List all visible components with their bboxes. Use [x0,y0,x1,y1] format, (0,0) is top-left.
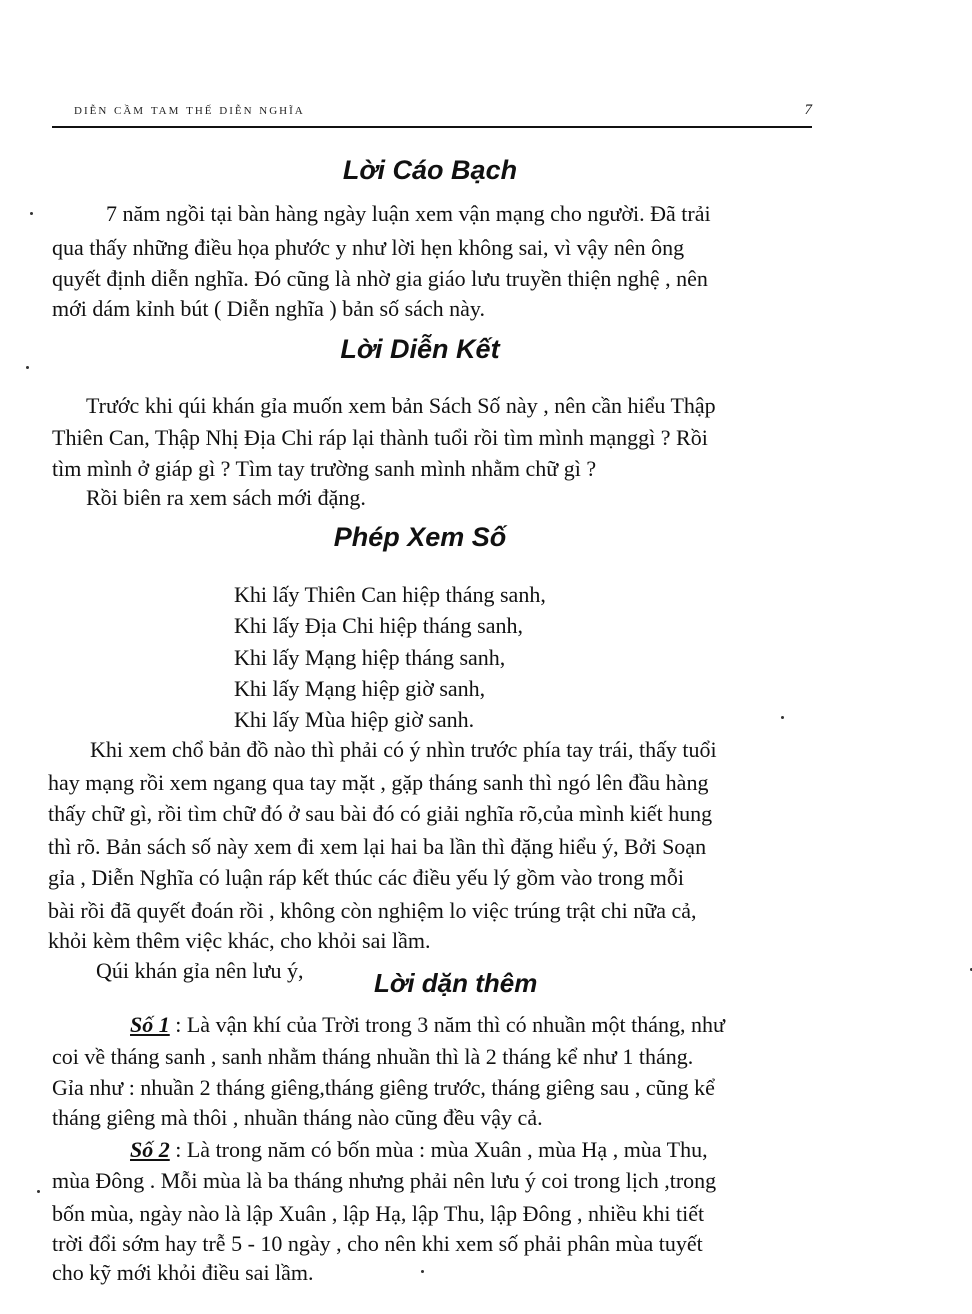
so-2-line [130,1139,708,1161]
paragraph-line: Qúi khán gỉa nên lưu ý, [96,958,304,983]
verse-line: Khi lấy Mạng hiệp giờ sanh, [234,676,486,701]
verse-line: Khi lấy Mùa hiệp giờ sanh. [234,707,475,732]
scan-speck [781,716,784,719]
so-2-text: : Là trong năm có bốn mùa : mùa Xuân , mùa Hạ , mùa Thu, [169,1137,708,1162]
paragraph-line: thì rõ. Bản sách số này xem đi xem lại hai ba lần thì đặng hiểu ý, Bởi Soạn [48,834,707,859]
so-1-text: : Là vận khí của Trời trong 3 năm thì có nhuần một tháng, như [169,1012,725,1037]
paragraph-line: tháng giêng mà thôi , nhuần tháng nào cũng đều vậy cả. [52,1105,543,1130]
heading-loi-cao-bach: Lời Cáo Bạch [342,155,518,185]
page-number: 7 [804,102,812,118]
paragraph-line: thấy chữ gì, rồi tìm chữ đó ở sau bài đó có giải nghĩa rõ,của mình kiết hung [48,801,713,826]
paragraph-line: trời đổi sớm hay trễ 5 - 10 ngày , cho nên khi xem số phải phân mùa tuyết [52,1231,703,1256]
paragraph-line: Trước khi qúi khán gỉa muốn xem bản Sách Số này , nên cần hiểu Thập [86,393,716,418]
running-title: diễn cầm tam thế diễn nghĩa [74,102,305,118]
so-1-line [130,1014,725,1036]
paragraph-line: Thiên Can, Thập Nhị Địa Chi ráp lại thành tuổi rồi tìm mình mạnggì ? Rồi [52,425,708,450]
running-header [52,100,812,128]
paragraph-line: Khi xem chổ bản đồ nào thì phải có ý nhìn trước phía tay trái, thấy tuổi [90,737,717,762]
paragraph-line: qua thấy những điều họa phước y như lời hẹn không sai, vì vậy nên ông [52,235,685,260]
paragraph-line: Gỉa như : nhuần 2 tháng giêng,tháng giêng trước, tháng giêng sau , cũng kể [52,1075,715,1100]
paragraph-line: coi về tháng sanh , sanh nhằm tháng nhuần thì là 2 tháng kể như 1 tháng. [52,1044,694,1069]
paragraph-line: hay mạng rồi xem ngang qua tay mặt , gặp tháng sanh thì ngó lên đầu hàng [48,770,709,795]
paragraph-line: bài rồi đã quyết đoán rồi , không còn nghiệm lo việc trúng trật chi nữa cả, [48,898,697,923]
scan-speck [421,1270,424,1273]
paragraph-line: gỉa , Diễn Nghĩa có luận ráp kết thúc các điều yếu lý gồm vào trong mỗi [48,865,684,890]
paragraph-line: bốn mùa, ngày nào là lập Xuân , lập Hạ, lập Thu, lập Đông , nhiều khi tiết [52,1201,705,1226]
paragraph-line: cho kỹ mới khỏi điều sai lầm. [52,1260,314,1285]
verse-line: Khi lấy Địa Chi hiệp tháng sanh, [234,613,524,638]
scan-speck [26,366,29,369]
heading-loi-dien-ket: Lời Diễn Kết [340,334,500,364]
paragraph-line: tìm mình ở giáp gì ? Tìm tay trường sanh mình nhằm chữ gì ? [52,456,597,481]
heading-loi-dan-them: Lời dặn thêm [374,968,538,998]
paragraph-line: quyết định diễn nghĩa. Đó cũng là nhờ gia giáo lưu truyền thiện nghệ , nên [52,266,708,291]
heading-phep-xem-so: Phép Xem Số [333,522,507,552]
paragraph-line: Rồi biên ra xem sách mới đặng. [86,485,366,510]
verse-line: Khi lấy Mạng hiệp tháng sanh, [234,645,506,670]
so-2-label: Số 2 [130,1137,170,1162]
paragraph-line: khỏi kèm thêm việc khác, cho khỏi sai lầm. [48,928,431,953]
scan-speck [30,212,33,215]
so-1-label: Số 1 [130,1012,170,1037]
paragraph-line: mới dám kỉnh bút ( Diễn nghĩa ) bản số sách này. [52,296,486,321]
paragraph-line: 7 năm ngồi tại bàn hàng ngày luận xem vận mạng cho người. Đã trải [106,201,711,226]
verse-line: Khi lấy Thiên Can hiệp tháng sanh, [234,582,546,607]
paragraph-line: mùa Đông . Mỗi mùa là ba tháng nhưng phải nên lưu ý coi trong lịch ,trong [52,1168,717,1193]
scan-speck [37,1190,40,1193]
